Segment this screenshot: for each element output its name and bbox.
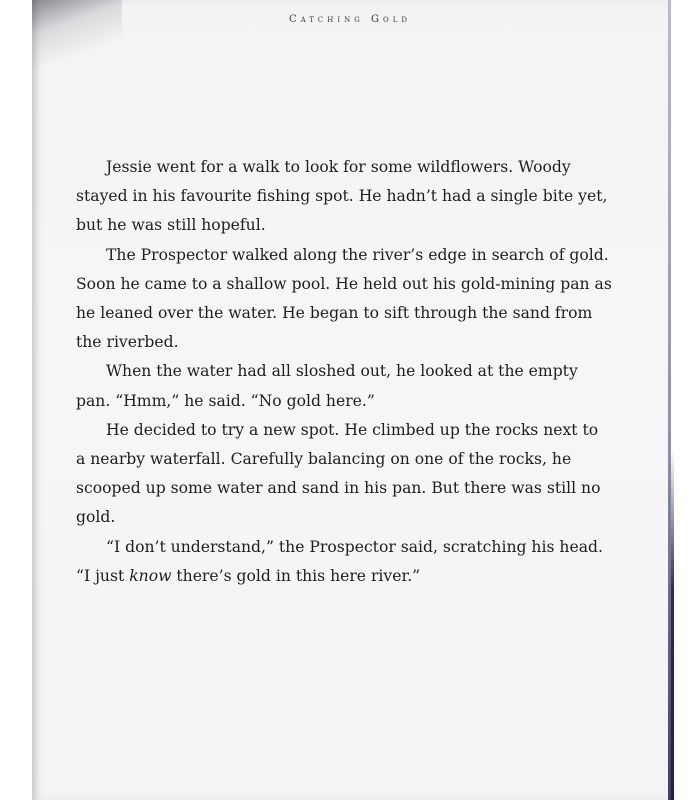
paragraph-5-emphasis: know <box>129 566 172 585</box>
page-corner-shadow <box>32 0 122 70</box>
running-head: Catching Gold <box>288 14 412 25</box>
book-cover-edge <box>671 450 674 800</box>
paragraph-5-before: “I don’t understand,” the Prospector said, scratching his head. “I just <box>76 537 603 585</box>
paragraph-5 <box>76 533 612 591</box>
paragraph-2: The Prospector walked along the river’s edge in search of gold. Soon he came to a shallow pool. He held out his gold-mining pan as he leaned over the water. He began to sift through the sand from the riverbed. <box>76 245 612 352</box>
paragraph-1: Jessie went for a walk to look for some wildflowers. Woody stayed in his favourite fishing spot. He hadn’t had a single bite yet, but he was still hopeful. <box>76 158 608 235</box>
paragraph-5-after: there’s gold in this here river.” <box>171 566 421 585</box>
body-text <box>76 153 612 591</box>
spine-shadow <box>32 0 40 800</box>
paragraph-3: When the water had all sloshed out, he looked at the empty pan. “Hmm,” he said. “No gold here.” <box>76 362 578 410</box>
paragraph-4: He decided to try a new spot. He climbed up the rocks next to a nearby waterfall. Carefully balancing on one of the rocks, he scooped up some water and sand in his pan. But there was still no gold. <box>76 420 601 527</box>
